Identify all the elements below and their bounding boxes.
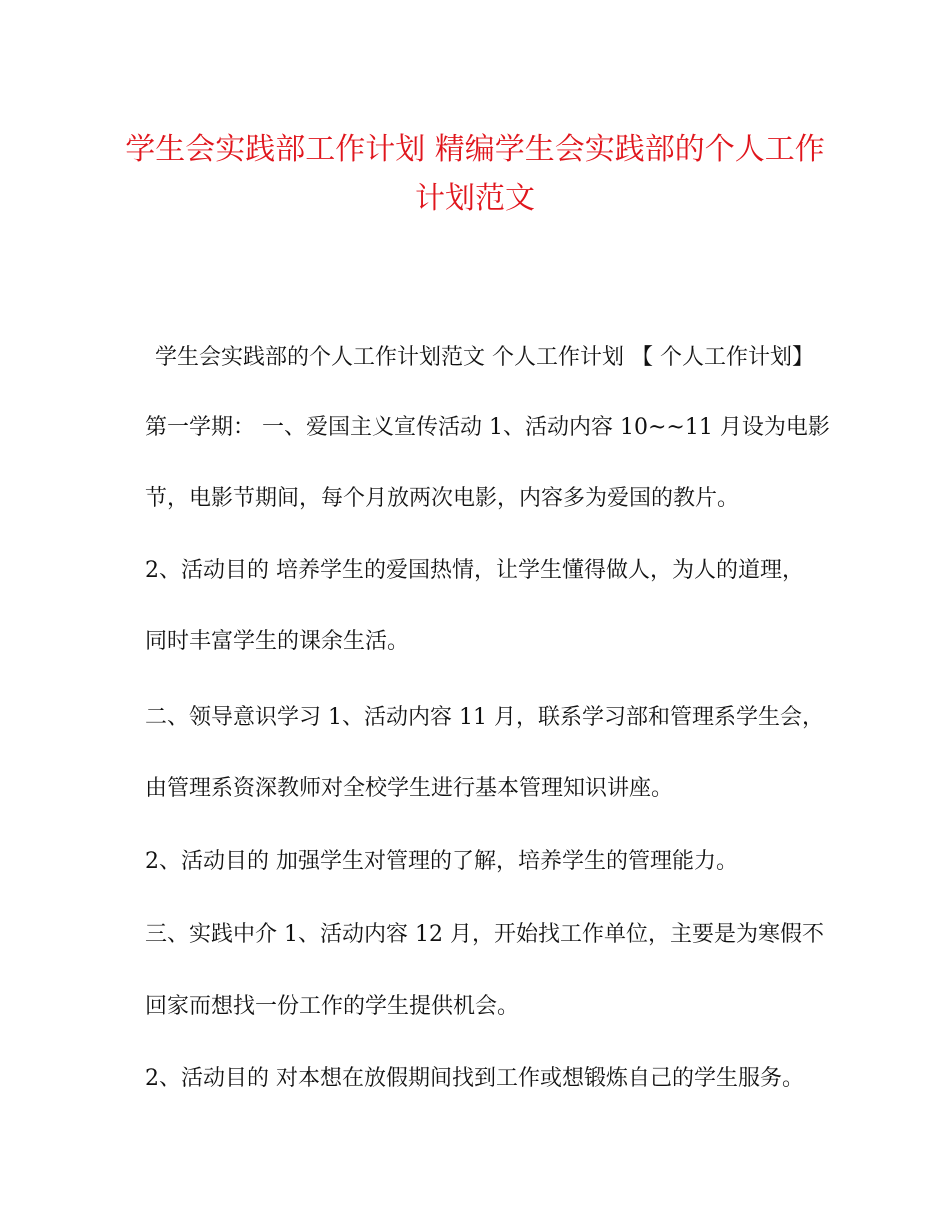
paragraph-line-11: 2、活动目的 对本想在放假期间找到工作或想锻炼自己的学生服务。 (145, 1066, 804, 1091)
paragraph-line-4: 2、活动目的 培养学生的爱国热情，让学生懂得做人，为人的道理， (145, 558, 804, 583)
document-title-line-2: 计划范文 (415, 181, 535, 216)
paragraph-line-7: 由管理系资深教师对全校学生进行基本管理知识讲座。 (145, 776, 674, 801)
paragraph-line-6: 二、领导意识学习 1、活动内容 11 月，联系学习部和管理系学生会， (145, 705, 824, 730)
paragraph-line-8: 2、活动目的 加强学生对管理的了解，培养学生的管理能力。 (145, 849, 738, 874)
paragraph-line-9: 三、实践中介 1、活动内容 12 月，开始找工作单位，主要是为寒假不 (145, 922, 824, 947)
document-title-line-1: 学生会实践部工作计划 精编学生会实践部的个人工作 (125, 132, 825, 167)
paragraph-line-3: 节，电影节期间，每个月放两次电影，内容多为爱国的教片。 (145, 486, 740, 511)
paragraph-line-2: 第一学期： 一、爱国主义宣传活动 1、活动内容 10~~11 月设为电影 (145, 415, 830, 440)
paragraph-line-1: 学生会实践部的个人工作计划范文 个人工作计划 【 个人工作计划】 (155, 345, 814, 370)
paragraph-line-5: 同时丰富学生的课余生活。 (145, 629, 410, 654)
paragraph-line-10: 回家而想找一份工作的学生提供机会。 (145, 994, 520, 1019)
